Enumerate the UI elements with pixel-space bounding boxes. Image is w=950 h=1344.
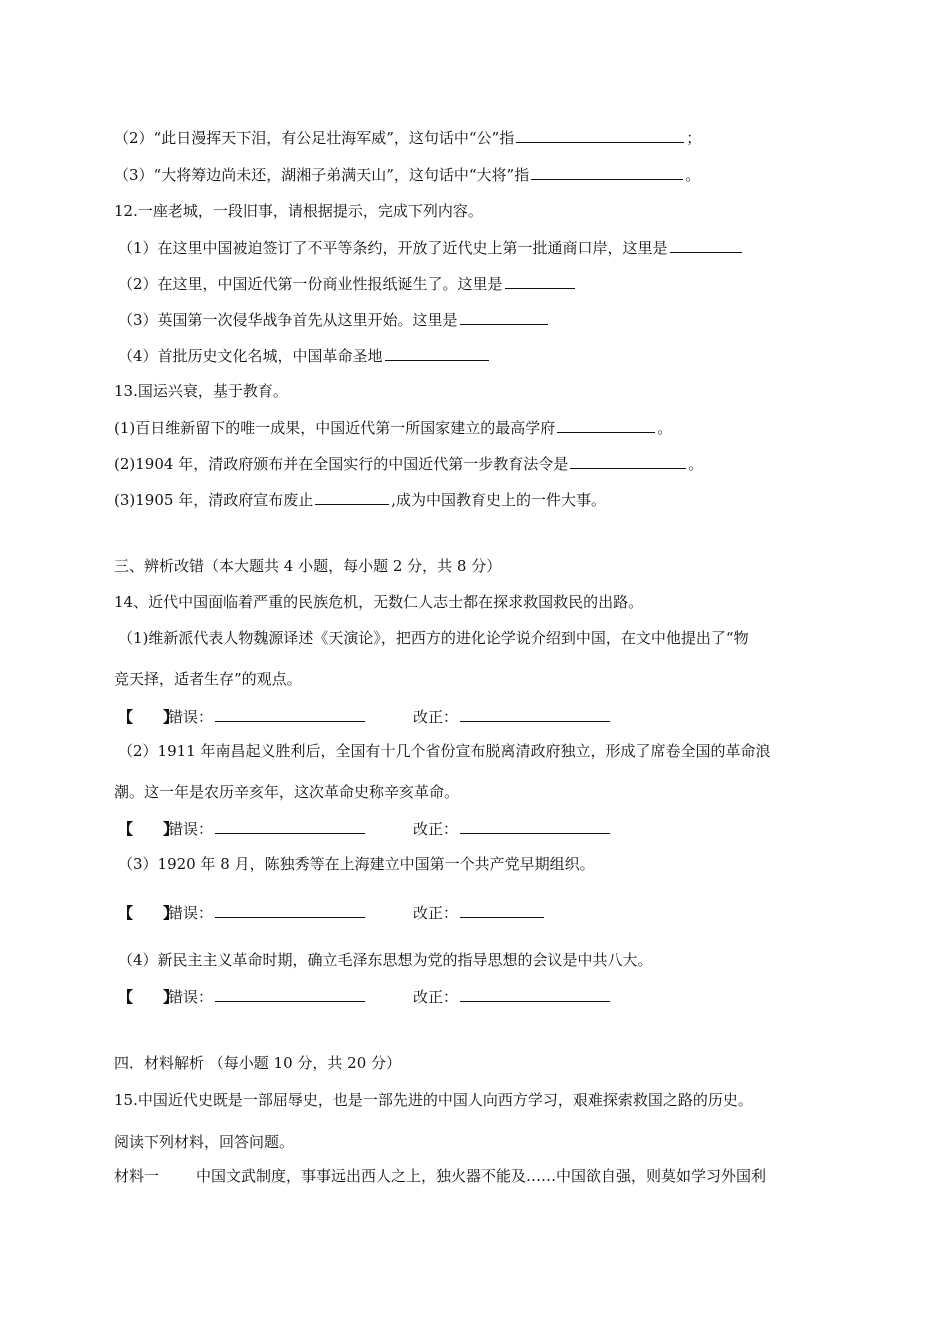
answer-blank[interactable] <box>460 309 548 325</box>
q11-part2: （2）“此日漫挥天下泪，有公足壮海军威”，这句话中“公”指 ； <box>114 129 702 147</box>
answer-blank[interactable] <box>531 164 683 180</box>
q13-part3: (3)1905 年，清政府宣布废止 ,成为中国教育史上的一件大事。 <box>114 491 606 509</box>
error-blank[interactable] <box>215 706 365 722</box>
q15-line2: 阅读下列材料，回答问题。 <box>114 1133 295 1151</box>
q14-part1-line1: （1)维新派代表人物魏源译述《天演论》，把西方的进化论学说介绍到中国，在文中他提出了“物 <box>118 629 749 647</box>
material1 <box>114 1166 766 1186</box>
section3-heading: 三、辨析改错（本大题共 4 小题，每小题 2 分，共 8 分） <box>114 557 502 575</box>
q14-part3-answer <box>118 902 546 923</box>
q13-part2: (2)1904 年，清政府颁布并在全国实行的中国近代第一步教育法令是 。 <box>114 455 704 473</box>
correction-blank[interactable] <box>460 986 610 1002</box>
q14-part4: （4）新民主主义革命时期，确立毛泽东思想为党的指导思想的会议是中共八大。 <box>118 951 653 969</box>
section4-heading: 四．材料解析 （每小题 10 分，共 20 分） <box>114 1054 402 1072</box>
judge-bracket[interactable]: 【 】 <box>118 708 179 726</box>
q12-part2: （2）在这里，中国近代第一份商业性报纸诞生了。这里是 <box>118 273 577 294</box>
error-blank[interactable] <box>215 902 365 918</box>
error-blank[interactable] <box>215 986 365 1002</box>
material1-label: 材料一 <box>114 1167 160 1185</box>
material1-text: 中国文武制度，事事远出西人之上，独火器不能及……中国欲自强，则莫如学习外国利 <box>196 1167 767 1185</box>
correction-label: 改正： <box>413 988 459 1006</box>
q14-part3: （3）1920 年 8 月，陈独秀等在上海建立中国第一个共产党早期组织。 <box>118 855 595 873</box>
q14-part1-answer <box>118 706 612 727</box>
q14-title: 14、近代中国面临着严重的民族危机，无数仁人志士都在探求救国救民的出路。 <box>114 593 644 611</box>
error-blank[interactable] <box>215 818 365 834</box>
answer-blank[interactable] <box>505 273 575 289</box>
error-label: 错误： <box>168 904 214 922</box>
correction-label: 改正： <box>413 708 459 726</box>
answer-blank[interactable] <box>516 127 684 143</box>
answer-blank[interactable] <box>385 345 489 361</box>
answer-blank[interactable] <box>557 417 655 433</box>
q12-title: 12.一座老城，一段旧事，请根据提示，完成下列内容。 <box>114 202 483 220</box>
answer-blank[interactable] <box>315 489 389 505</box>
q12-part4: （4）首批历史文化名城，中国革命圣地 <box>118 345 491 366</box>
q14-part2-answer <box>118 818 612 839</box>
q13-title: 13.国运兴衰，基于教育。 <box>114 382 288 400</box>
q14-part1-line2: 竞天择，适者生存”的观点。 <box>114 670 302 688</box>
error-label: 错误： <box>168 820 214 838</box>
error-label: 错误： <box>168 708 214 726</box>
q11-part3: （3）“大将筹边尚未还，湖湘子弟满天山”，这句话中“大将”指 。 <box>114 166 701 184</box>
q13-part1: (1)百日维新留下的唯一成果，中国近代第一所国家建立的最高学府 。 <box>114 419 673 437</box>
q11-part2-text: （2）“此日漫挥天下泪，有公足壮海军威”，这句话中“公”指 <box>114 129 515 147</box>
q12-part1: （1）在这里中国被迫签订了不平等条约，开放了近代史上第一批通商口岸，这里是 <box>118 237 744 258</box>
answer-blank[interactable] <box>570 453 686 469</box>
answer-blank[interactable] <box>670 237 742 253</box>
correction-label: 改正： <box>413 904 459 922</box>
q12-part3: （3）英国第一次侵华战争首先从这里开始。这里是 <box>118 309 550 330</box>
correction-blank[interactable] <box>460 818 610 834</box>
correction-label: 改正： <box>413 820 459 838</box>
q11-part3-text: （3）“大将筹边尚未还，湖湘子弟满天山”，这句话中“大将”指 <box>114 166 530 184</box>
q14-part2-line1: （2）1911 年南昌起义胜利后，全国有十几个省份宣布脱离清政府独立，形成了席卷全国的革命浪 <box>118 742 771 760</box>
judge-bracket[interactable]: 【 】 <box>118 988 179 1006</box>
judge-bracket[interactable]: 【 】 <box>118 820 179 838</box>
q15-line1: 15.中国近代史既是一部屈辱史，也是一部先进的中国人向西方学习，艰难探索救国之路的历史。 <box>114 1091 753 1109</box>
correction-blank[interactable] <box>460 902 544 918</box>
q14-part4-answer <box>118 986 612 1007</box>
correction-blank[interactable] <box>460 706 610 722</box>
judge-bracket[interactable]: 【 】 <box>118 904 179 922</box>
q14-part2-line2: 潮。这一年是农历辛亥年，这次革命史称辛亥革命。 <box>114 783 460 801</box>
error-label: 错误： <box>168 988 214 1006</box>
